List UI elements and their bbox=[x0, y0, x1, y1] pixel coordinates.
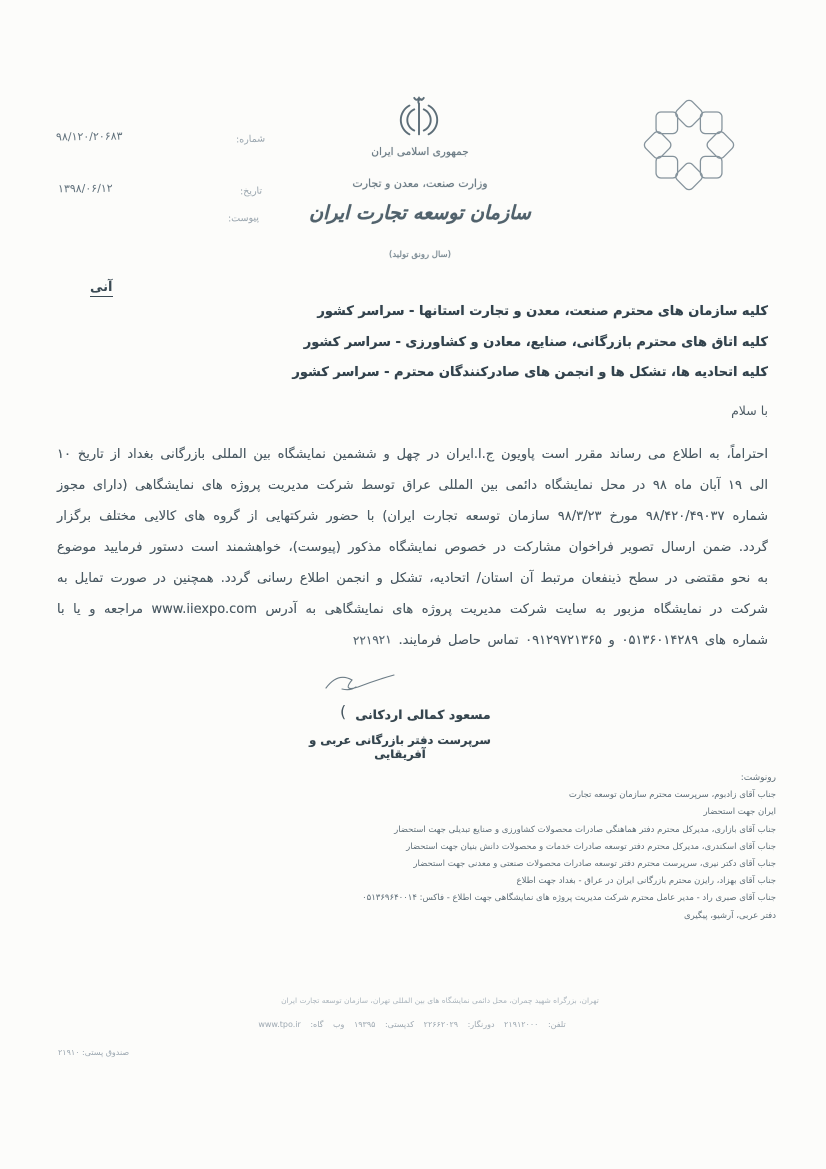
header-country: جمهوری اسلامی ایران bbox=[371, 146, 469, 158]
header-slogan: (سال رونق تولید) bbox=[389, 250, 451, 260]
cc-block bbox=[296, 770, 776, 925]
cc-item: جناب آقای دکتر نیری، سرپرست محترم دفتر توسعه صادرات محصولات صنعتی و معدنی جهت استحضار bbox=[413, 859, 776, 870]
footer-contact-line: تلفن: ۲۱۹۱۲۰۰۰ دورنگار: ۲۲۶۶۲۰۲۹ کدپستی: ۱۹۳۹۵ وب گاه: www.tpo.ir bbox=[258, 1020, 566, 1029]
urgency-marker: آنی bbox=[90, 280, 113, 295]
date-label: تاریخ: bbox=[239, 185, 263, 198]
header-organization: سازمان توسعه تجارت ایران bbox=[309, 202, 531, 224]
number-label: شماره: bbox=[235, 133, 266, 146]
cc-item: جناب آقای بازاری، مدیرکل محترم دفتر هماهنگی صادرات محصولات کشاورزی و صنایع تبدیلی جهت استحضار bbox=[394, 824, 776, 835]
letter-body bbox=[57, 439, 768, 656]
signer-title: سرپرست دفتر بازرگانی عربی و آفریقایی bbox=[309, 733, 491, 761]
salutation: با سلام bbox=[731, 403, 768, 418]
cc-item: جناب آقای صبری راد - مدیر عامل محترم شرکت مدیریت پروژه های نمایشگاهی جهت اطلاع - فاکس: ۰۵۱۳۶۹۶۴۰۰۱۴ bbox=[362, 893, 776, 904]
cc-item: دفتر عربی، آرشیو، پیگیری bbox=[684, 910, 776, 921]
recipient-line: کلیه سازمان های محترم صنعت، معدن و تجارت استانها - سراسر کشور bbox=[317, 304, 768, 319]
signer-name: مسعود کمالی اردکانی bbox=[355, 707, 491, 722]
signature-paren-mark: ( bbox=[340, 702, 347, 721]
cc-label: رونوشت: bbox=[740, 773, 776, 783]
attachment-label: پیوست: bbox=[227, 212, 260, 225]
handwritten-note: ۲۲۱۹۲۱ bbox=[352, 632, 393, 648]
header-ministry: وزارت صنعت، معدن و تجارت bbox=[352, 177, 488, 190]
tpo-rosette-logo-icon bbox=[640, 96, 738, 194]
letter-number-value: ۹۸/۱۲۰/۲۰۶۸۳ bbox=[55, 129, 123, 144]
cc-item: ایران جهت استحضار bbox=[703, 807, 776, 818]
recipient-line: کلیه اتحادیه ها، تشکل ها و انجمن های صادرکنندگان محترم - سراسر کشور bbox=[292, 365, 768, 380]
cc-item: جناب آقای اسکندری، مدیرکل محترم دفتر توسعه صادرات خدمات و محصولات دانش بنیان جهت استحضار bbox=[406, 841, 776, 852]
cc-item: جناب آقای بهزاد، رایزن محترم بازرگانی ایران در عراق - بغداد جهت اطلاع bbox=[516, 876, 776, 887]
recipient-line: کلیه اتاق های محترم بازرگانی، صنایع، معادن و کشاورزی - سراسر کشور bbox=[303, 334, 768, 350]
body-text: احتراماً، به اطلاع می رساند مقرر است پاویون ج.ا.ایران در چهل و ششمین نمایشگاه بین المللی بازرگانی بغداد از تاریخ ۱۰ الی ۱۹ آبان ماه ۹۸ در محل نمایشگاه دائمی بین المللی عراق توسط شرکت مدیریت پروژه های نمایشگاهی (دارای مجوز شماره ۹۸/۴۲۰/۴۹۰۳۷ مورخ ۹۸/۳/۲۳ سازمان توسعه تجارت ایران) با حضور شرکتهایی از گروه های کالایی مختلف برگزار گردد. ضمن ارسال تصویر فراخوان مشارکت در خصوص نمایشگاه مذکور (پیوست)، خواهشمند است دستور فرمایید موضوع به نحو مقتضی در سطح ذینفعان مرتبط آن استان/ اتحادیه، تشکل و انجمن اطلاع رسانی گردد. همچنین در صورت تمایل به شرکت در نمایشگاه مزبور به سایت شرکت مدیریت پروژه های نمایشگاهی به آدرس www.iiexpo.com مراجعه و یا با شماره های ۰۵۱۳۶۰۱۴۲۸۹ و ۰۹۱۲۹۷۲۱۳۶۵ تماس حاصل فرمایند. bbox=[57, 447, 768, 648]
letter-date-value: ۱۳۹۸/۰۶/۱۲ bbox=[57, 181, 113, 196]
iran-allah-emblem-icon bbox=[396, 94, 442, 144]
signature-scribble-icon bbox=[322, 666, 418, 696]
footer-address-line: تهران، بزرگراه شهید چمران، محل دائمی نمایشگاه های بین المللی تهران، سازمان توسعه تجارت ایران bbox=[281, 996, 599, 1005]
recipients-block bbox=[292, 297, 768, 389]
cc-item: جناب آقای زادبوم، سرپرست محترم سازمان توسعه تجارت bbox=[568, 790, 776, 801]
footer-pobox-line: صندوق پستی: ۲۱۹۱۰ bbox=[58, 1048, 130, 1057]
